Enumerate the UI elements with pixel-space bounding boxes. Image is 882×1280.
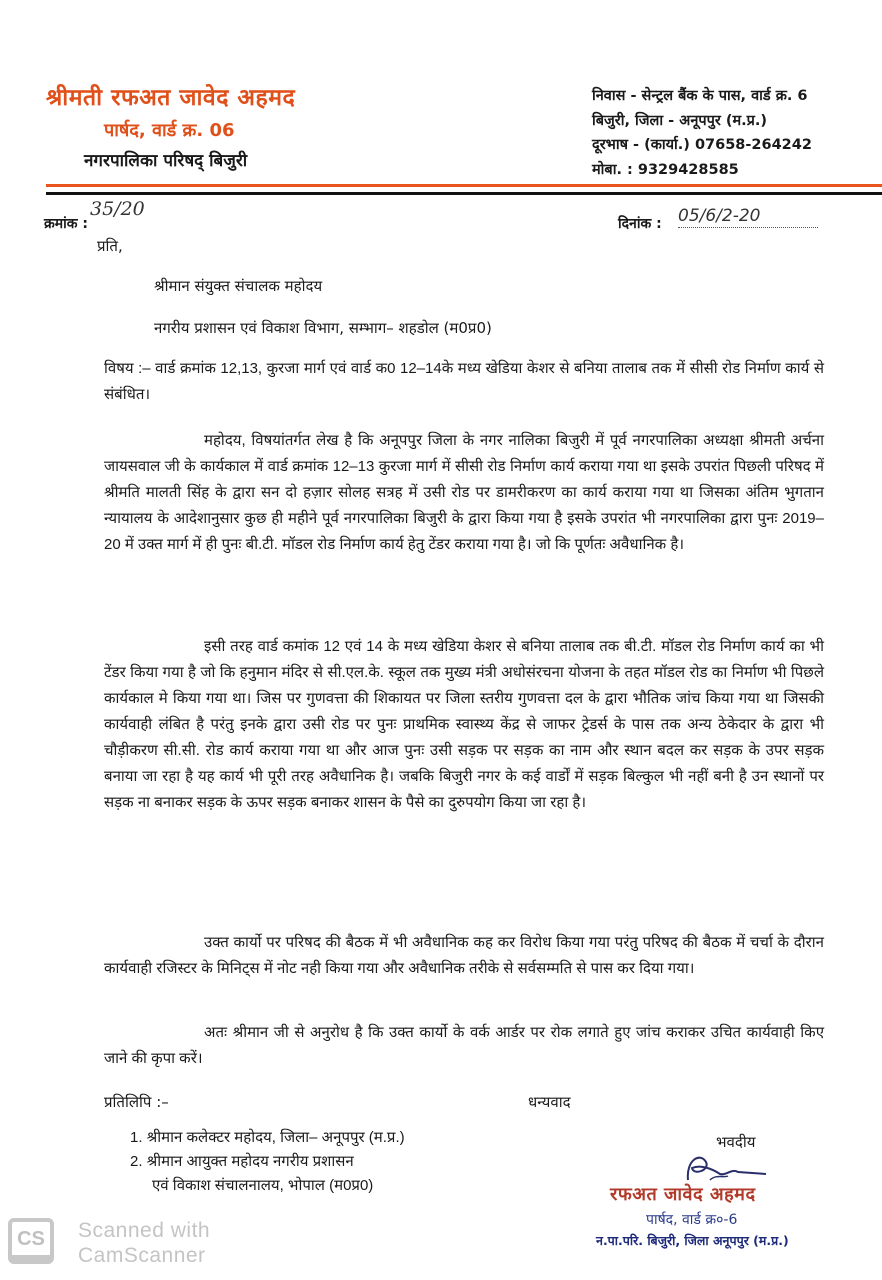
subject-line: विषय :– वार्ड क्रमांक 12,13, कुरजा मार्ग एवं वार्ड क0 12–14के मध्य खेडिया केशर से बनिया तालाब तक में सीसी रोड निर्माण कार्य से संबंधित। — [104, 360, 824, 403]
address-line: मोबा. : 9329428585 — [592, 161, 739, 178]
recipient-line-2: नगरीय प्रशासन एवं विकाश विभाग, सम्भाग– शहडोल (म0प्र0) — [154, 319, 492, 337]
body-paragraph: उक्त कार्यो पर परिषद की बैठक में भी अवैधानिक कह कर विरोध किया गया परंतु परिषद की बैठक में चर्चा के दौरान कार्यवाही रजिस्टर के मिनिट्स में नोट नही किया गया और अवैधानिक तरीके से सर्वसम्मति से पास कर दिया गया। — [104, 934, 824, 977]
date-value: 05/6/2-20 — [678, 206, 818, 228]
letterhead-organization: नगरपालिका परिषद् बिजुरी — [84, 151, 248, 171]
thanks-text: धन्यवाद — [528, 1093, 571, 1111]
address-line: निवास - सेन्ट्रल बैंक के पास, वार्ड क्र. 6 — [592, 88, 808, 104]
watermark-line-1: Scanned with — [78, 1219, 211, 1242]
stamp-post: पार्षद, वार्ड क्र०-6 — [646, 1212, 738, 1228]
copy-to-item-continued: एवं विकाश संचालनालय, भोपाल (म0प्र0) — [152, 1177, 374, 1194]
date-label: दिनांक : — [618, 216, 662, 232]
camscanner-watermark — [78, 1218, 210, 1268]
header-rule-orange — [46, 184, 882, 187]
salutation-to: प्रति, — [97, 237, 123, 255]
copy-to-item: 2. श्रीमान आयुक्त महोदय नगरीय प्रशासन — [130, 1153, 354, 1170]
header-rule-black — [46, 192, 882, 195]
copy-to-label: प्रतिलिपि :– — [104, 1093, 169, 1111]
letterhead-post: पार्षद, वार्ड क्र. 06 — [104, 120, 235, 141]
address-line: दूरभाष - (कार्या.) 07658-264242 — [592, 137, 812, 153]
copy-to-item: 1. श्रीमान कलेक्टर महोदय, जिला– अनूपपुर (म.प्र.) — [130, 1129, 405, 1146]
body-paragraph: अतः श्रीमान जी से अनुरोध है कि उक्त कार्यो के वर्क आर्डर पर रोक लगाते हुए जांच कराकर उचित कार्यवाही किए जाने की कृपा करें। — [104, 1024, 824, 1067]
body-paragraph: इसी तरह वार्ड कमांक 12 एवं 14 के मध्य खेडिया केशर से बनिया तालाब तक बी.टी. मॉडल रोड निर्माण कार्य का भी टेंडर किया गया है जो कि हनुमान मंदिर से सी.एल.के. स्कूल तक मुख्य मंत्री अधोसंरचना योजना के तहत मॉडल रोड का निर्माण भी पिछले कार्यकाल मे किया गया था। जिस पर गुणवत्ता की शिकायत पर जिला स्तरीय गुणवत्ता दल के द्वारा भौतिक जांच किया गया था जिसकी कार्यवाही लंबित है परंतु इनके द्वारा उसी रोड पर पुनः प्राथमिक स्वास्थ्य केंद्र से जाफर ट्रेडर्स के पास तक अन्य ठेकेदार के द्वारा भी चौड़ीकरण सी.सी. रोड कार्य कराया गया था और आज पुनः उसी सड़क पर सड़क का नाम और स्थान बदल कर सड़क के उपर सड़क बनाया जा रहा है यह कार्य भी पूरी तरह अवैधानिक है। जबकि बिजुरी नगर के कई वार्डों में सड़क बिल्कुल भी नहीं बनी है उन स्थानों पर सड़क ना बनाकर सड़क के ऊपर सड़क बनाकर शासन के पैसे का दुरुपयोग किया जा रहा है। — [104, 638, 824, 811]
yours-faithfully: भवदीय — [716, 1133, 756, 1151]
stamp-name: रफअत जावेद अहमद — [610, 1184, 756, 1205]
reference-number: 35/20 — [90, 198, 145, 220]
copy-to-list — [130, 1126, 405, 1198]
letterhead-name: श्रीमती रफअत जावेद अहमद — [46, 85, 296, 111]
letterhead-address — [592, 84, 812, 182]
watermark-line-2: CamScanner — [78, 1244, 206, 1267]
recipient-line-1: श्रीमान संयुक्त संचालक महोदय — [154, 277, 323, 295]
reference-label: क्रमांक : — [44, 216, 88, 232]
body-paragraph: महोदय, विषयांतर्गत लेख है कि अनूपपुर जिला के नगर नालिका बिजुरी में पूर्व नगरपालिका अध्यक्षा श्रीमती अर्चना जायसवाल जी के कार्यकाल में वार्ड क्रमांक 12–13 कुरजा मार्ग में सीसी रोड निर्माण कार्य कराया गया था इसके उपरांत पिछली परिषद में श्रीमति मालती सिंह के द्वारा सन दो हज़ार सोलह सत्रह में उसी रोड पर डामरीकरण का कार्य कराया गया था जिसका अंतिम भुगतान न्यायालय के आदेशानुसार कुछ ही महीने पूर्व नगरपालिका बिजुरी के द्वारा किया गया है इसके उपरांत भी नगरपालिका द्वारा पुनः 2019–20 में उक्त मार्ग में ही पुनः बी.टी. मॉडल रोड निर्माण कार्य हेतु टेंडर कराया गया है। जो कि पूर्णतः अवैधानिक है। — [104, 432, 824, 553]
camscanner-logo-icon: CS — [8, 1218, 54, 1264]
address-line: बिजुरी, जिला - अनूपपुर (म.प्र.) — [592, 112, 768, 129]
stamp-organization: न.पा.परि. बिजुरी, जिला अनूपपुर (म.प्र.) — [596, 1233, 789, 1248]
signature-scribble — [680, 1150, 770, 1186]
